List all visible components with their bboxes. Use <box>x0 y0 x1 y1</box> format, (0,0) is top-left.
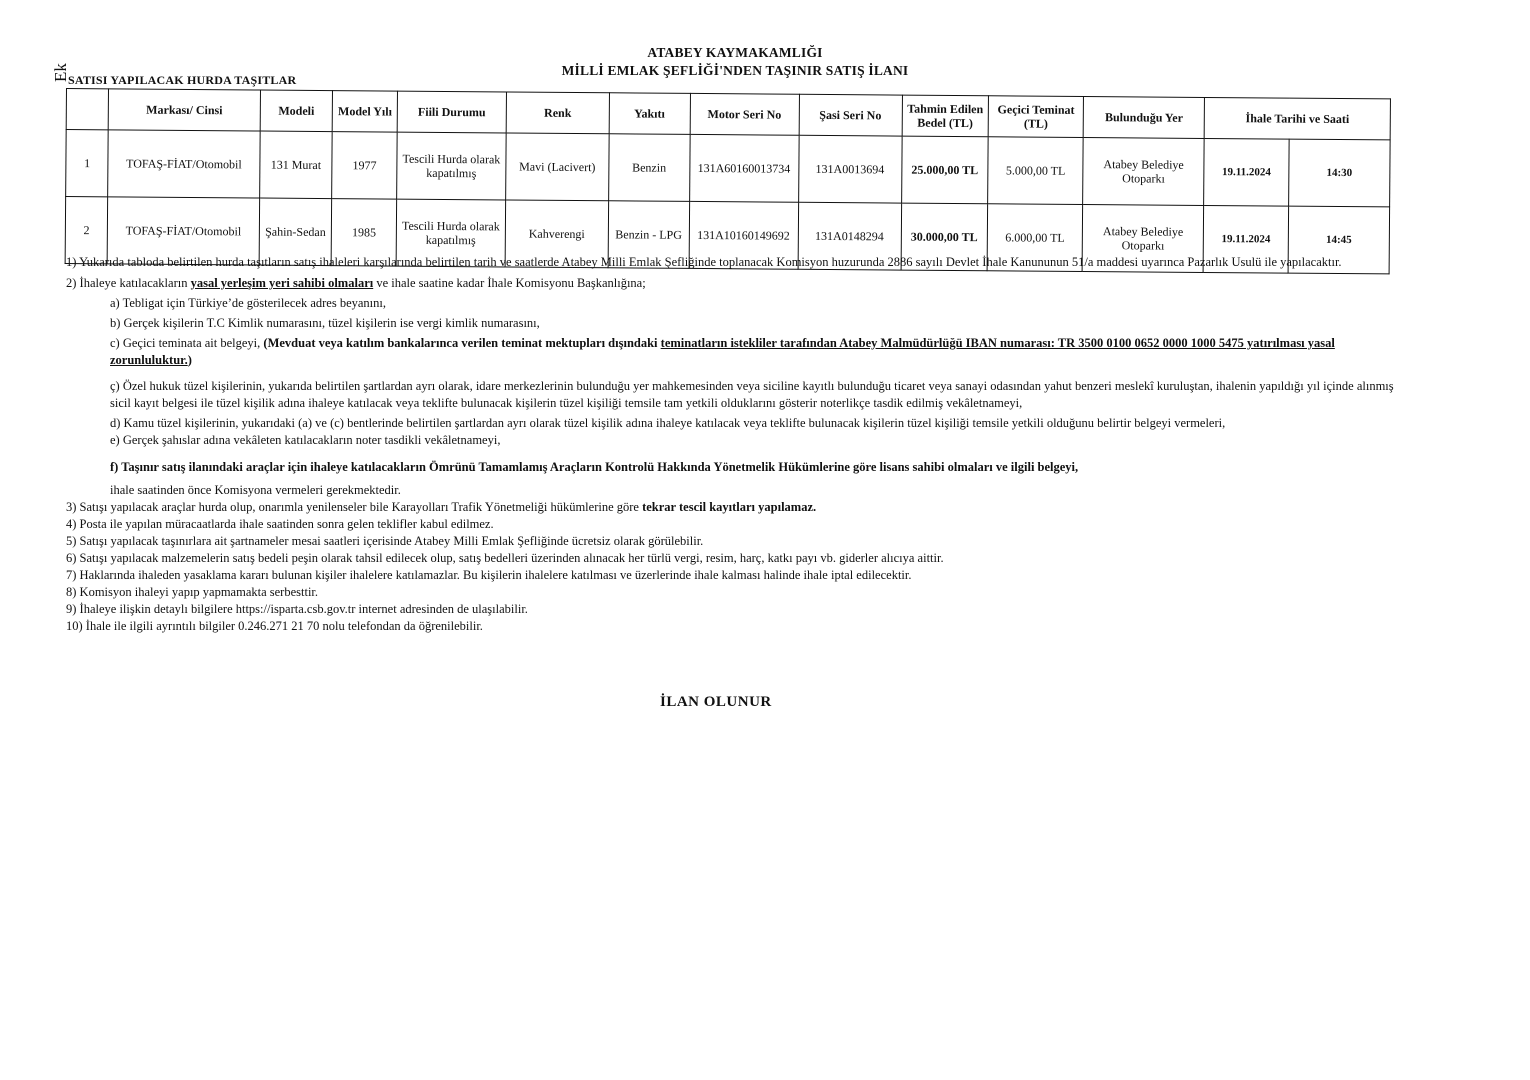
cell-location: Atabey Belediye Otoparkı <box>1083 137 1205 205</box>
header-line-2: MİLLİ EMLAK ŞEFLİĞİ'NDEN TAŞINIR SATIŞ İLANI <box>561 63 909 78</box>
cell-auction-date: 19.11.2024 <box>1204 138 1289 206</box>
cell-color: Kahverengi <box>505 200 608 268</box>
header-cell-deposit: Geçici Teminat (TL) <box>988 96 1083 138</box>
cell-estimated-value: 30.000,00 TL <box>901 203 988 271</box>
header-cell-engine-no: Motor Seri No <box>690 93 799 135</box>
note-2c-bold: (Mevduat veya katılım bankalarınca verilen teminat mektupları dışındaki <box>263 336 661 350</box>
note-2b: b) Gerçek kişilerin T.C Kimlik numarasını, tüzel kişilerin ise vergi kimlik numarasını, <box>110 316 540 330</box>
cell-fuel: Benzin - LPG <box>608 201 689 269</box>
header-cell-no <box>66 89 109 130</box>
cell-model: 131 Murat <box>259 131 332 199</box>
cell-engine-no: 131A60160013734 <box>689 134 799 202</box>
note-4: 4) Posta ile yapılan müracaatlarda ihale saatinden sonra gelen teklifler kabul edilmez. <box>66 517 494 531</box>
note-2c-prefix: c) Geçici teminata ait belgeyi, <box>110 336 264 350</box>
note-2 <box>66 275 1396 292</box>
note-6: 6) Satışı yapılacak malzemelerin satış bedeli peşin olarak tahsil edilecek olup, satış bedelleri üzerinden alınacak her türlü vergi, resim, harç, katkı payı vb. giderler alıcıya aittir. <box>66 551 944 565</box>
note-2-prefix: 2) İhaleye katılacakların <box>66 276 191 290</box>
header-cell-model-year: Model Yılı <box>333 91 398 133</box>
note-8: 8) Komisyon ihaleyi yapıp yapmamakta serbesttir. <box>66 585 319 599</box>
note-3 <box>66 499 1396 516</box>
note-9: 9) İhaleye ilişkin detaylı bilgilere https://isparta.csb.gov.tr internet adresinden de ulaşılabilir. <box>66 602 528 616</box>
note-3-prefix: 3) Satışı yapılacak araçlar hurda olup, onarımla yenilenseler bile Karayolları Trafik Yönetmeliği hükümlerine göre <box>66 500 643 514</box>
cell-no: 2 <box>65 197 108 264</box>
header-cell-location: Bulunduğu Yer <box>1083 96 1204 138</box>
cell-model-year: 1977 <box>332 132 397 200</box>
header-cell-color: Renk <box>506 92 609 134</box>
cell-engine-no: 131A10160149692 <box>689 201 799 269</box>
cell-auction-time: 14:45 <box>1288 206 1390 274</box>
cell-deposit: 6.000,00 TL <box>987 204 1082 272</box>
note-5: 5) Satışı yapılacak taşınırlara ait şartnameler mesai saatleri içerisinde Atabey Milli Emlak Şefliğinde ücretsiz olarak görülebilir. <box>66 534 704 548</box>
note-10: 10) İhale ile ilgili ayrıntılı bilgiler 0.246.271 21 70 nolu telefondan da öğrenilebilir. <box>66 619 483 633</box>
cell-fuel: Benzin <box>609 134 690 202</box>
header-cell-fuel: Yakıtı <box>609 93 690 135</box>
header-cell-chassis-no: Şasi Seri No <box>799 94 902 136</box>
cell-location: Atabey Belediye Otoparkı <box>1082 204 1204 272</box>
note-3-bold: tekrar tescil kayıtları yapılamaz. <box>642 500 817 514</box>
cell-model-year: 1985 <box>332 199 397 267</box>
note-2d: d) Kamu tüzel kişilerinin, yukarıdaki (a) ve (c) bentlerinde belirtilen şartlardan ayrı olarak tüzel kişilik adına ihaleye katılacak veya teklifte bulunacak kişilerin tüzel kişiliği temsile yetkili olduğunu belirtir belgeyi vermeleri, <box>110 416 1226 430</box>
cell-deposit: 5.000,00 TL <box>988 137 1083 205</box>
cell-model: Şahin-Sedan <box>259 198 332 266</box>
note-2cc: ç) Özel hukuk tüzel kişilerinin, yukarıda belirtilen şartlardan ayrı olarak, idare merkezlerinin bulunduğu yer mahkemesinden veya siciline kayıtlı bulunduğu ticaret veya sanayi odasından yahut benzeri meslekî kuruluştan, ihalenin yapıldığı yıl içinde alınmış sicil kayıt belgesi ile tüzel kişilik adına ihaleye katılacak veya teklifte bulunacak kişilerin tüzel kişiliği temsile tam yetkili olduklarını gösterir noterlikçe tasdik edilmiş vekâletnameyi, <box>110 379 1394 410</box>
note-2a: a) Tebligat için Türkiye’de gösterilecek adres beyanını, <box>110 296 386 310</box>
cell-auction-date: 19.11.2024 <box>1203 205 1288 273</box>
cell-chassis-no: 131A0148294 <box>798 202 901 270</box>
closing-statement: İLAN OLUNUR <box>660 694 772 710</box>
cell-chassis-no: 131A0013694 <box>798 135 901 203</box>
cell-status: Tescili Hurda olarak kapatılmış <box>397 132 507 200</box>
vehicles-table <box>65 88 1391 274</box>
table-row <box>66 130 1390 207</box>
cell-status: Tescili Hurda olarak kapatılmış <box>396 199 506 267</box>
header-line-1: ATABEY KAYMAKAMLIĞI <box>647 45 823 60</box>
note-2f-continued: ihale saatinden önce Komisyona vermeleri gerekmektedir. <box>110 483 401 497</box>
annex-mark: Ek <box>51 63 70 82</box>
header-cell-status: Fiili Durumu <box>397 91 506 133</box>
note-2-emphasis: yasal yerleşim yeri sahibi olmaları <box>190 276 374 290</box>
note-2-suffix: ve ihale saatine kadar İhale Komisyonu Başkanlığına; <box>373 276 646 290</box>
header-cell-auction-datetime: İhale Tarihi ve Saati <box>1204 97 1390 139</box>
note-2c-iban: teminatların istekliler tarafından Atabey Malmüdürlüğü IBAN numarası: TR 3500 0100 0652 0000 1000 5475 yatırılması yasal zorunluluktur. <box>110 336 1335 367</box>
cell-brand: TOFAŞ-FİAT/Otomobil <box>107 197 259 265</box>
conditions-list <box>66 254 1396 635</box>
note-2f: f) Taşınır satış ilanındaki araçlar için ihaleye katılacakların Ömrünü Tamamlamış Araçların Kontrolü Hakkında Yönetmelik Hükümlerine göre lisans sahibi olmaları ve ilgili belgeyi, <box>110 460 1079 474</box>
header-cell-estimated-value: Tahmin Edilen Bedel (TL) <box>902 95 989 137</box>
note-2e: e) Gerçek şahıslar adına vekâleten katılacakların noter tasdikli vekâletnameyi, <box>110 433 501 447</box>
cell-color: Mavi (Lacivert) <box>506 133 609 201</box>
table-title: SATISI YAPILACAK HURDA TAŞITLAR <box>68 73 297 87</box>
cell-estimated-value: 25.000,00 TL <box>901 136 988 204</box>
cell-auction-time: 14:30 <box>1289 139 1391 207</box>
header-cell-brand: Markası/ Cinsi <box>109 89 261 131</box>
note-2c-suffix: ) <box>187 353 192 367</box>
cell-no: 1 <box>66 130 109 197</box>
note-1: 1) Yukarıda tabloda belirtilen hurda taşıtların satış ihaleleri karşılarında belirtilen tarih ve saatlerde Atabey Milli Emlak Şefliğinde toplanacak Komisyon huzurunda 2886 sayılı Devlet İhale Kanununun 51/a maddesi uyarınca Pazarlık Usulü ile yapılacaktır. <box>66 255 1342 269</box>
document-header <box>500 44 970 80</box>
note-2c <box>66 335 1396 369</box>
cell-brand: TOFAŞ-FİAT/Otomobil <box>108 130 260 198</box>
note-7: 7) Haklarında ihaleden yasaklama kararı bulunan kişiler ihalelere katılamazlar. Bu kişilerin ihalelere katılması ve üzerlerinde ihale kalması halinde ihale iptal edilecektir. <box>66 568 912 582</box>
header-cell-model: Modeli <box>260 90 333 132</box>
